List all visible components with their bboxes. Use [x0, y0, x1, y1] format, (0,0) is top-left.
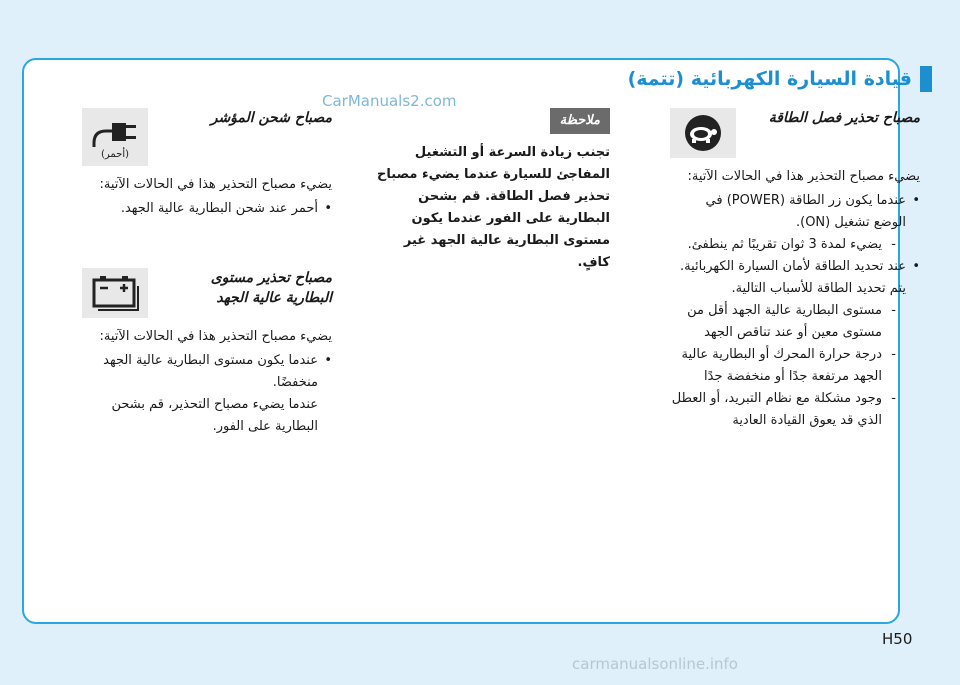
page-number: H50	[882, 630, 913, 648]
page-title: قيادة السيارة الكهربائية (تتمة)	[627, 68, 912, 90]
list-subitem: - مستوى البطارية عالية الجهد أقل من مستوى معين أو عند تناقص الجهد	[670, 300, 920, 344]
power-limit-heading: مصباح تحذير فصل الطاقة	[768, 110, 920, 126]
title-accent-bar	[920, 66, 932, 92]
watermark-bottom: carmanualsonline.info	[572, 655, 738, 673]
list-subitem: - وجود مشكلة مع نظام التبريد، أو العطل الذي قد يعوق القيادة العادية	[670, 388, 920, 432]
list-item: • أحمر عند شحن البطارية عالية الجهد.	[82, 198, 332, 220]
section-header	[628, 66, 932, 92]
list-item	[670, 256, 920, 300]
battery-level-intro: يضيء مصباح التحذير هذا في الحالات الآتية:	[99, 329, 332, 344]
list-item-continuation: يتم تحديد الطاقة للأسباب التالية.	[731, 281, 906, 296]
battery-level-list	[82, 350, 332, 438]
icon-caption: (أحمر)	[100, 149, 130, 160]
list-item-continuation: عندما يضيء مصباح التحذير، قم بشحن البطارية على الفور.	[111, 397, 318, 434]
watermark-top: CarManuals2.com	[322, 92, 457, 110]
power-limit-intro: يضيء مصباح التحذير هذا في الحالات الآتية:	[687, 169, 920, 184]
power-limit-list	[670, 190, 920, 432]
power-limit-section	[670, 108, 920, 432]
battery-icon	[82, 268, 148, 318]
note-section	[370, 108, 610, 274]
charge-indicator-intro: يضيء مصباح التحذير هذا في الحالات الآتية:	[99, 177, 332, 192]
list-item-text: عند تحديد الطاقة لأمان السيارة الكهربائية.	[680, 259, 906, 274]
turtle-warning-icon	[670, 108, 736, 158]
list-item: • عندما يكون زر الطاقة (POWER) في الوضع تشغيل (ON).	[670, 190, 920, 234]
note-text: تجنب زيادة السرعة أو التشغيل المفاجئ للسيارة عندما يضيء مصباح تحذير فصل الطاقة. قم بشحن البطارية على الفور عندما يكون مستوى البطارية عالية الجهد غير كافٍ.	[377, 145, 610, 270]
charge-indicator-list	[82, 198, 332, 220]
charging-plug-icon	[82, 108, 148, 166]
indicator-section	[82, 108, 332, 438]
list-item: • عندما يكون مستوى البطارية عالية الجهد منخفضًا.	[82, 350, 332, 394]
charge-indicator-heading: مصباح شحن المؤشر	[210, 110, 332, 126]
note-badge: ملاحظة	[550, 108, 610, 134]
battery-level-heading: مصباح تحذير مستوى البطارية عالية الجهد	[210, 270, 332, 306]
list-subitem: - درجة حرارة المحرك أو البطارية عالية الجهد مرتفعة جدًا أو منخفضة جدًا	[670, 344, 920, 388]
list-subitem: - يضيء لمدة 3 ثوان تقريبًا ثم ينطفئ.	[670, 234, 920, 256]
